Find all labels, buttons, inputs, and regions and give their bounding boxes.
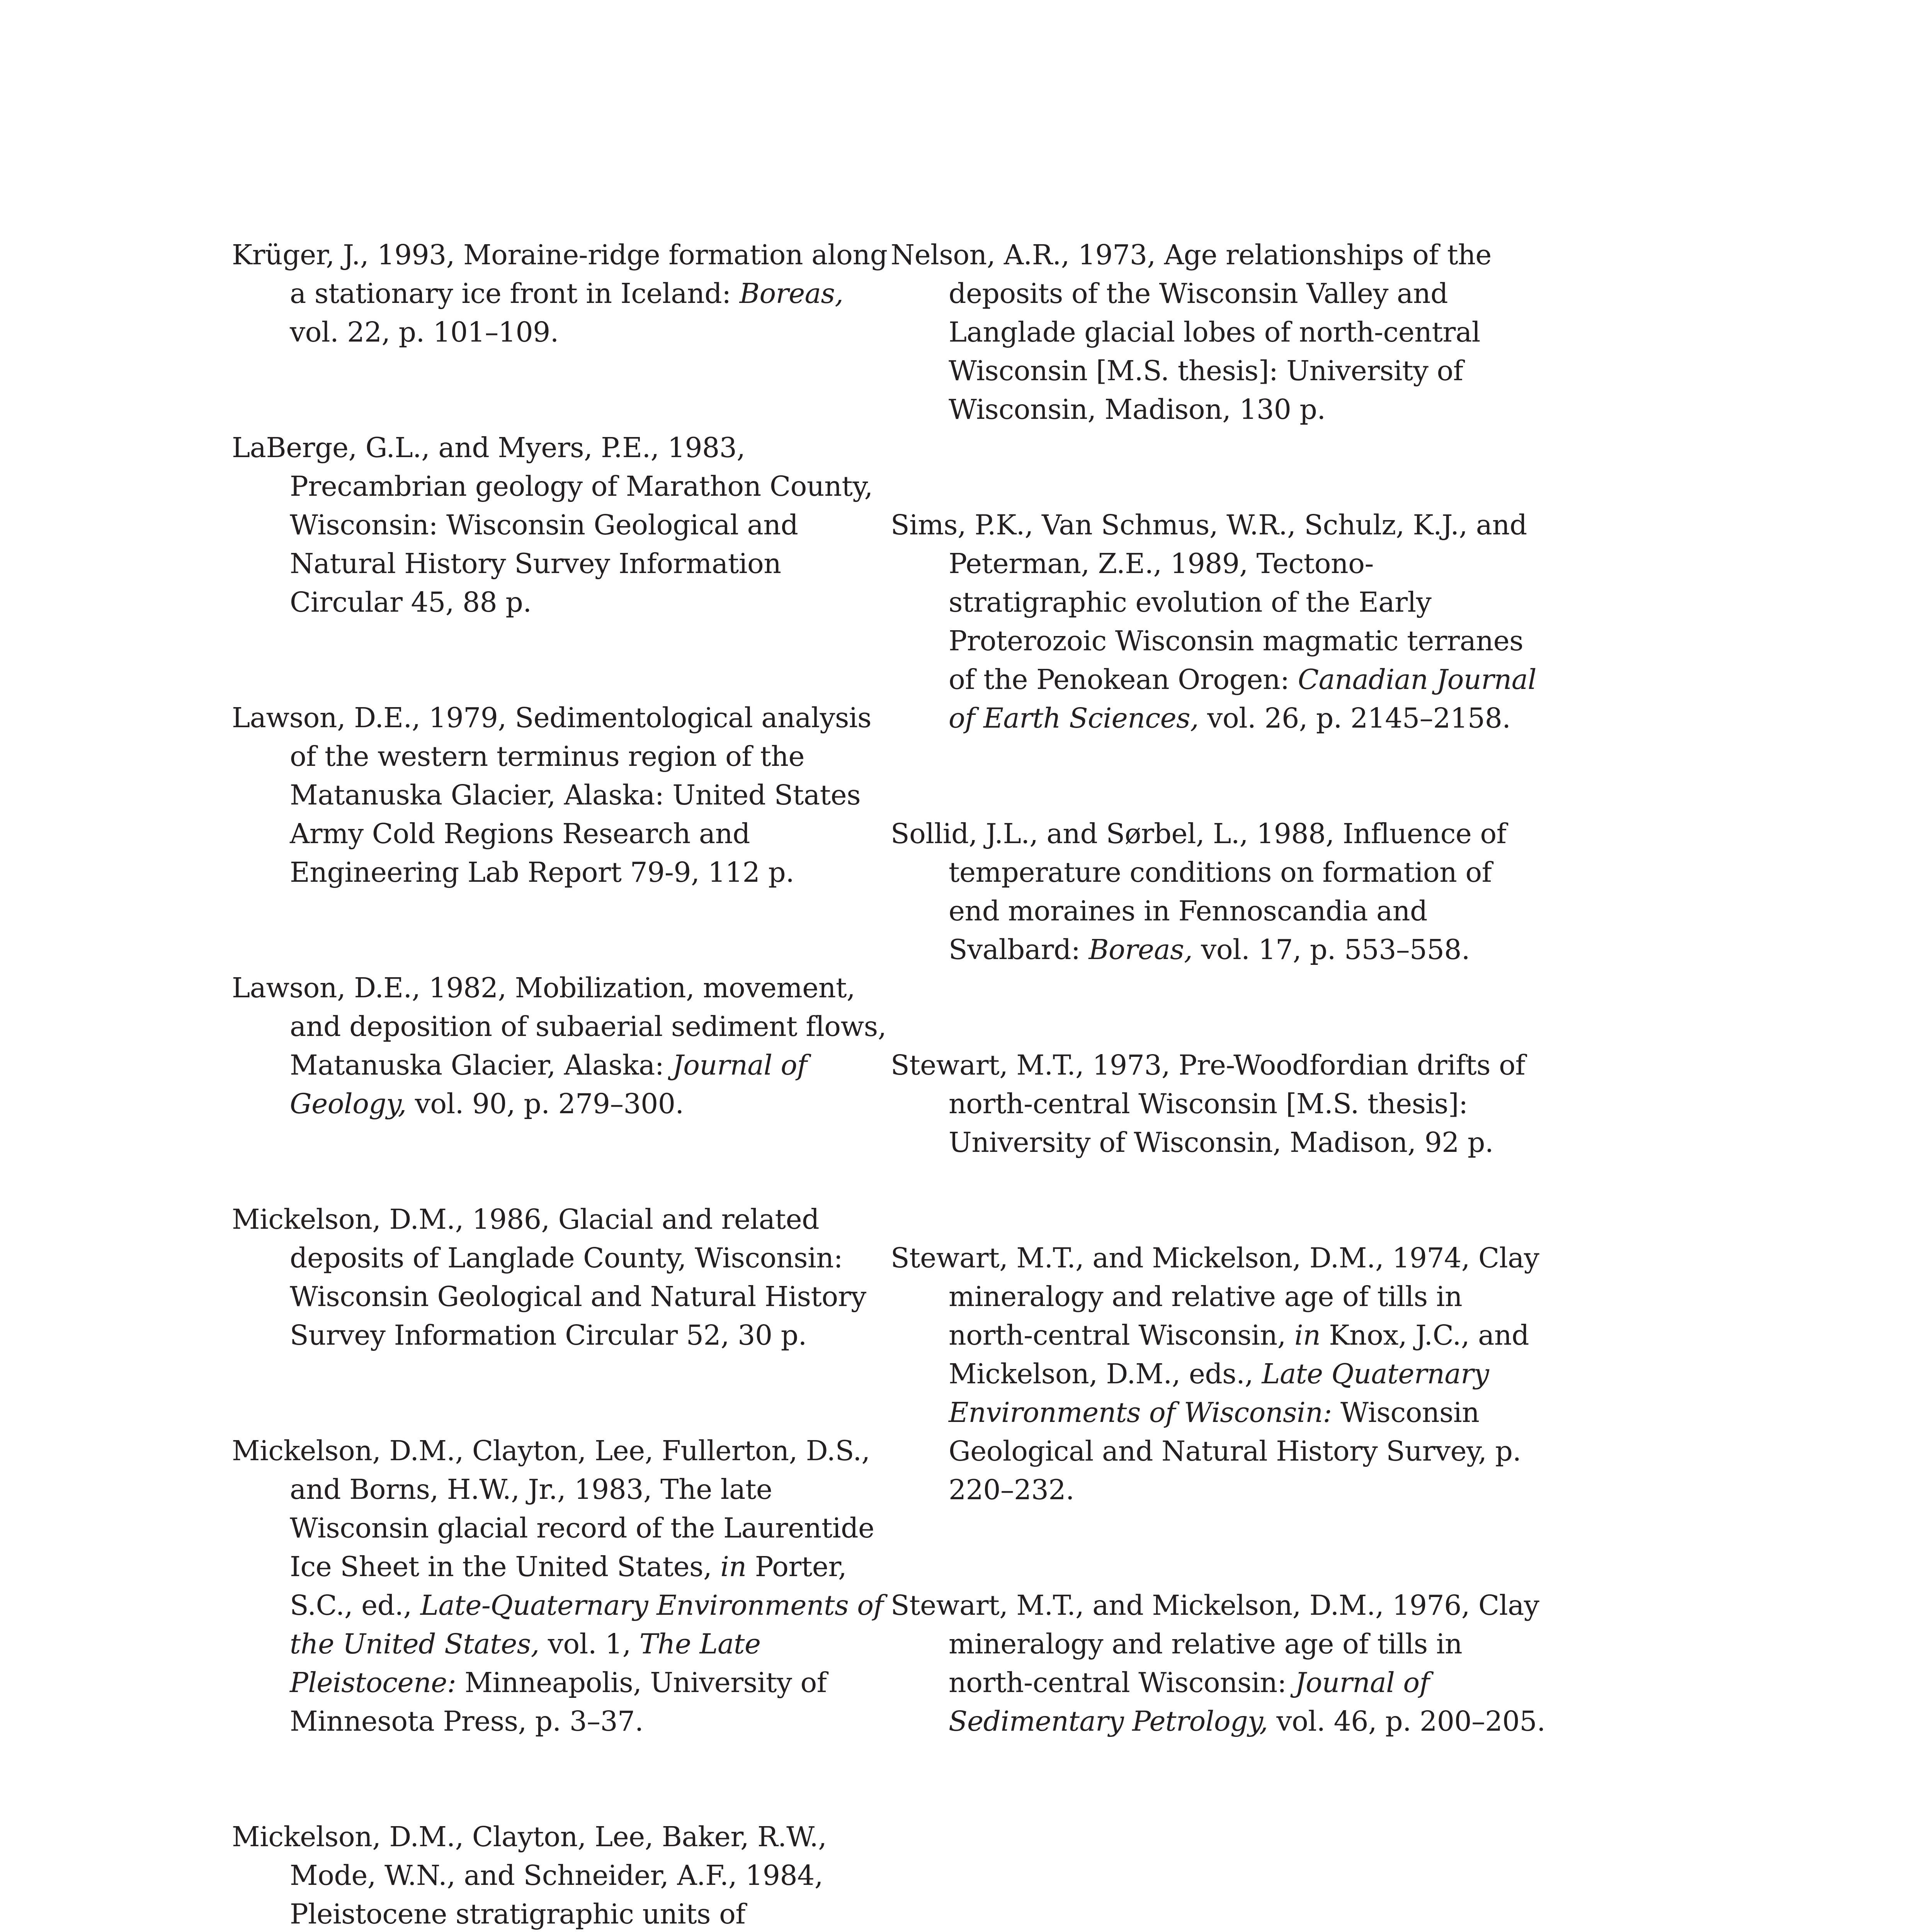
reference-entry bbox=[891, 506, 1548, 738]
reference-text: Porter, S.C., ed., bbox=[290, 1551, 847, 1621]
references-left-column bbox=[232, 236, 889, 1932]
reference-text: vol. 22, p. 101–109. bbox=[290, 316, 559, 348]
reference-entry bbox=[232, 969, 889, 1123]
reference-entry bbox=[891, 236, 1548, 429]
reference-italic-text: Boreas, bbox=[739, 277, 844, 310]
reference-italic-text: The Late Pleistocene: bbox=[290, 1628, 761, 1699]
reference-text: Krüger, J., 1993, Moraine-ridge formation along a stationary ice front in Iceland: bbox=[232, 239, 888, 310]
reference-text: Mickelson, D.M., Clayton, Lee, Baker, R.W., Mode, W.N., and Schneider, A.F., 1984, Pleistocene stratigraphic units of bbox=[232, 1821, 827, 1930]
reference-text: vol. 46, p. 200–205. bbox=[1268, 1705, 1546, 1737]
reference-italic-text: Journal of Sedimentary Petrology, bbox=[949, 1667, 1430, 1737]
reference-text: Nelson, A.R., 1973, Age relationships of the deposits of the Wisconsin Valley and Langlade glacial lobes of north-central Wisconsin [M.S. thesis]: University of Wisconsin, Madison, 130 p. bbox=[891, 239, 1492, 425]
reference-text: Wisconsin Geological and Natural History Survey, p. 220–232. bbox=[949, 1396, 1521, 1506]
reference-entry bbox=[891, 1046, 1548, 1162]
reference-text: Sims, P.K., Van Schmus, W.R., Schulz, K.J., and Peterman, Z.E., 1989, Tectono-stratigraphic evolution of the Early Proterozoic Wisconsin magmatic terranes of the Penokean Orogen: bbox=[891, 509, 1527, 696]
reference-text: vol. 90, p. 279–300. bbox=[406, 1088, 684, 1120]
reference-text: vol. 17, p. 553–558. bbox=[1192, 934, 1470, 966]
reference-text: Sollid, J.L., and Sørbel, L., 1988, Influence of temperature conditions on formation of end moraines in Fennoscandia and Svalbard: bbox=[891, 818, 1507, 966]
reference-italic-text: Late-Quaternary Environments of the United States, bbox=[290, 1589, 884, 1660]
reference-text: Lawson, D.E., 1982, Mobilization, movement, and deposition of subaerial sediment flows, Matanuska Glacier, Alaska: bbox=[232, 972, 886, 1081]
reference-entry bbox=[891, 1586, 1548, 1741]
reference-entry bbox=[891, 1239, 1548, 1509]
reference-text: Lawson, D.E., 1979, Sedimentological analysis of the western terminus region of the Matanuska Glacier, Alaska: United States Army Cold Regions Research and Engineering Lab Report 79-9, 112 p. bbox=[232, 702, 872, 888]
reference-text: vol. 1, bbox=[539, 1628, 639, 1660]
reference-entry bbox=[232, 1432, 889, 1741]
reference-text: LaBerge, G.L., and Myers, P.E., 1983, Precambrian geology of Marathon County, Wisconsin: Wisconsin Geological and Natural History Survey Information Circular 45, 88 p. bbox=[232, 432, 873, 618]
reference-italic-text: in bbox=[720, 1551, 747, 1583]
reference-italic-text: Canadian Journal of Earth Sciences, bbox=[949, 663, 1536, 734]
reference-entry bbox=[232, 699, 889, 892]
references-right-column bbox=[891, 236, 1548, 1818]
reference-italic-text: Late Quaternary Environments of Wisconsin: bbox=[949, 1358, 1489, 1429]
reference-text: Minneapolis, University of Minnesota Press, p. 3–37. bbox=[290, 1667, 827, 1737]
reference-italic-text: Boreas, bbox=[1088, 934, 1193, 966]
reference-entry bbox=[891, 815, 1548, 969]
reference-text: Stewart, M.T., 1973, Pre-Woodfordian drifts of north-central Wisconsin [M.S. thesis]: University of Wisconsin, Madison, 92 p. bbox=[891, 1049, 1526, 1158]
reference-italic-text: in bbox=[1294, 1319, 1321, 1351]
reference-italic-text: Journal of Geology, bbox=[290, 1049, 807, 1120]
reference-text: Knox, J.C., and Mickelson, D.M., eds., bbox=[949, 1319, 1529, 1390]
reference-text: Mickelson, D.M., 1986, Glacial and related deposits of Langlade County, Wisconsin: Wisconsin Geological and Natural History Survey Information Circular 52, 30 p. bbox=[232, 1203, 866, 1351]
reference-entry bbox=[232, 1200, 889, 1355]
reference-entry bbox=[232, 236, 889, 352]
reference-text: vol. 26, p. 2145–2158. bbox=[1199, 702, 1511, 734]
reference-text: Stewart, M.T., and Mickelson, D.M., 1974, Clay mineralogy and relative age of tills in north-central Wisconsin, bbox=[891, 1242, 1539, 1351]
reference-text: Stewart, M.T., and Mickelson, D.M., 1976, Clay mineralogy and relative age of tills in north-central Wisconsin: bbox=[891, 1589, 1539, 1699]
reference-entry bbox=[232, 1818, 889, 1932]
reference-text: Mickelson, D.M., Clayton, Lee, Fullerton, D.S., and Borns, H.W., Jr., 1983, The late Wisconsin glacial record of the Laurentide Ice Sheet in the United States, bbox=[232, 1435, 874, 1583]
reference-entry bbox=[232, 429, 889, 622]
